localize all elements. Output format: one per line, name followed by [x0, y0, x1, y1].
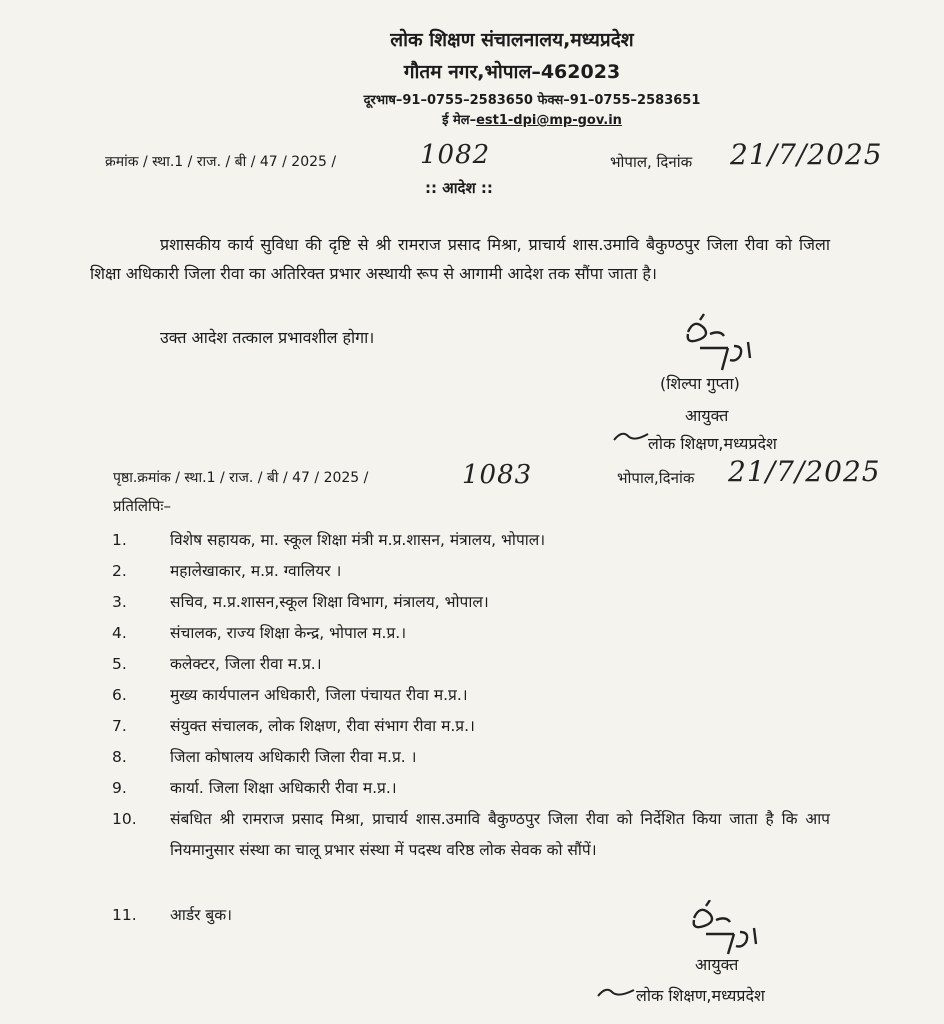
- order-ref-handwritten: 1082: [420, 140, 491, 170]
- order-date-handwritten: 21/7/2025: [730, 138, 883, 171]
- list-item: 11. आर्डर बुक।: [112, 906, 233, 924]
- list-item: 3. सचिव, म.प्र.शासन,स्कूल शिक्षा विभाग, मंत्रालय, भोपाल।: [112, 593, 489, 611]
- office-name: लोक शिक्षण संचालनालय,मध्यप्रदेश: [390, 29, 634, 51]
- signatory-department: लोक शिक्षण,मध्यप्रदेश: [648, 434, 777, 453]
- signatory-name: (शिल्पा गुप्ता): [660, 374, 740, 393]
- office-contact: दूरभाष–91–0755–2583650 फेक्स–91–0755–2583651: [363, 93, 701, 108]
- endorsement-ref-handwritten: 1083: [462, 460, 533, 490]
- signature-stroke-1: [610, 426, 650, 446]
- signature-mark-2: [676, 900, 786, 958]
- list-item: 9. कार्या. जिला शिक्षा अधिकारी रीवा म.प्र.।: [112, 779, 397, 797]
- distribution-list: [112, 525, 852, 931]
- order-body: [90, 230, 830, 288]
- office-address: गौतम नगर,भोपाल–462023: [403, 61, 621, 83]
- email-prefix: ई मेल–: [442, 113, 477, 128]
- list-item: 5. कलेक्टर, जिला रीवा म.प्र.।: [112, 655, 322, 673]
- signature-mark-1: [670, 312, 790, 374]
- order-place-date-label: भोपाल, दिनांक: [610, 153, 693, 171]
- office-email-line: [0, 110, 944, 128]
- order-title: :: आदेश ::: [425, 179, 493, 197]
- list-item: 6. मुख्य कार्यपालन अधिकारी, जिला पंचायत रीवा म.प्र.।: [112, 686, 468, 704]
- endorsement-place-date-label: भोपाल,दिनांक: [617, 469, 695, 487]
- endorsement-date-handwritten: 21/7/2025: [728, 455, 881, 488]
- order-effect: उक्त आदेश तत्काल प्रभावशील होगा।: [160, 328, 375, 347]
- endorsement-ref-number: पृष्ठा.क्रमांक / स्था.1 / राज. / बी / 47 / 2025 /: [113, 470, 369, 486]
- signature-stroke-2: [594, 982, 638, 1002]
- signatory-designation-2: आयुक्त: [695, 955, 739, 974]
- signatory-department-2: लोक शिक्षण,मध्यप्रदेश: [636, 986, 765, 1005]
- office-email: est1-dpi@mp-gov.in: [476, 113, 622, 128]
- order-body-text: प्रशासकीय कार्य सुविधा की दृष्टि से श्री रामराज प्रसाद मिश्रा, प्राचार्य शास.उमावि बैकुण्ठपुर जिला रीवा को जिला शिक्षा अधिकारी जिला रीवा का अतिरिक्त प्रभार अस्थायी रूप से आगामी आदेश तक सौंपा जाता है।: [90, 235, 830, 283]
- list-item: 8. जिला कोषालय अधिकारी जिला रीवा म.प्र. ।: [112, 748, 417, 766]
- list-item: 2. महालेखाकार, म.प्र. ग्वालियर ।: [112, 562, 342, 580]
- list-item: 10. संबधित श्री रामराज प्रसाद मिश्रा, प्राचार्य शास.उमावि बैकुण्ठपुर जिला रीवा को निर्देशित किया जाता है कि आप नियमानुसार संस्था का चालू प्रभार संस्था में पदस्थ वरिष्ठ लोक सेवक को सौंपें।: [112, 810, 830, 859]
- order-ref-number: क्रमांक / स्था.1 / राज. / बी / 47 / 2025 /: [105, 154, 337, 170]
- list-item: 7. संयुक्त संचालक, लोक शिक्षण, रीवा संभाग रीवा म.प्र.।: [112, 717, 475, 735]
- copy-to-label: प्रतिलिपिः–: [113, 497, 171, 515]
- list-item: 1. विशेष सहायक, मा. स्कूल शिक्षा मंत्री म.प्र.शासन, मंत्रालय, भोपाल।: [112, 531, 546, 549]
- signatory-designation: आयुक्त: [685, 406, 729, 425]
- list-item: 4. संचालक, राज्य शिक्षा केन्द्र, भोपाल म.प्र.।: [112, 624, 407, 642]
